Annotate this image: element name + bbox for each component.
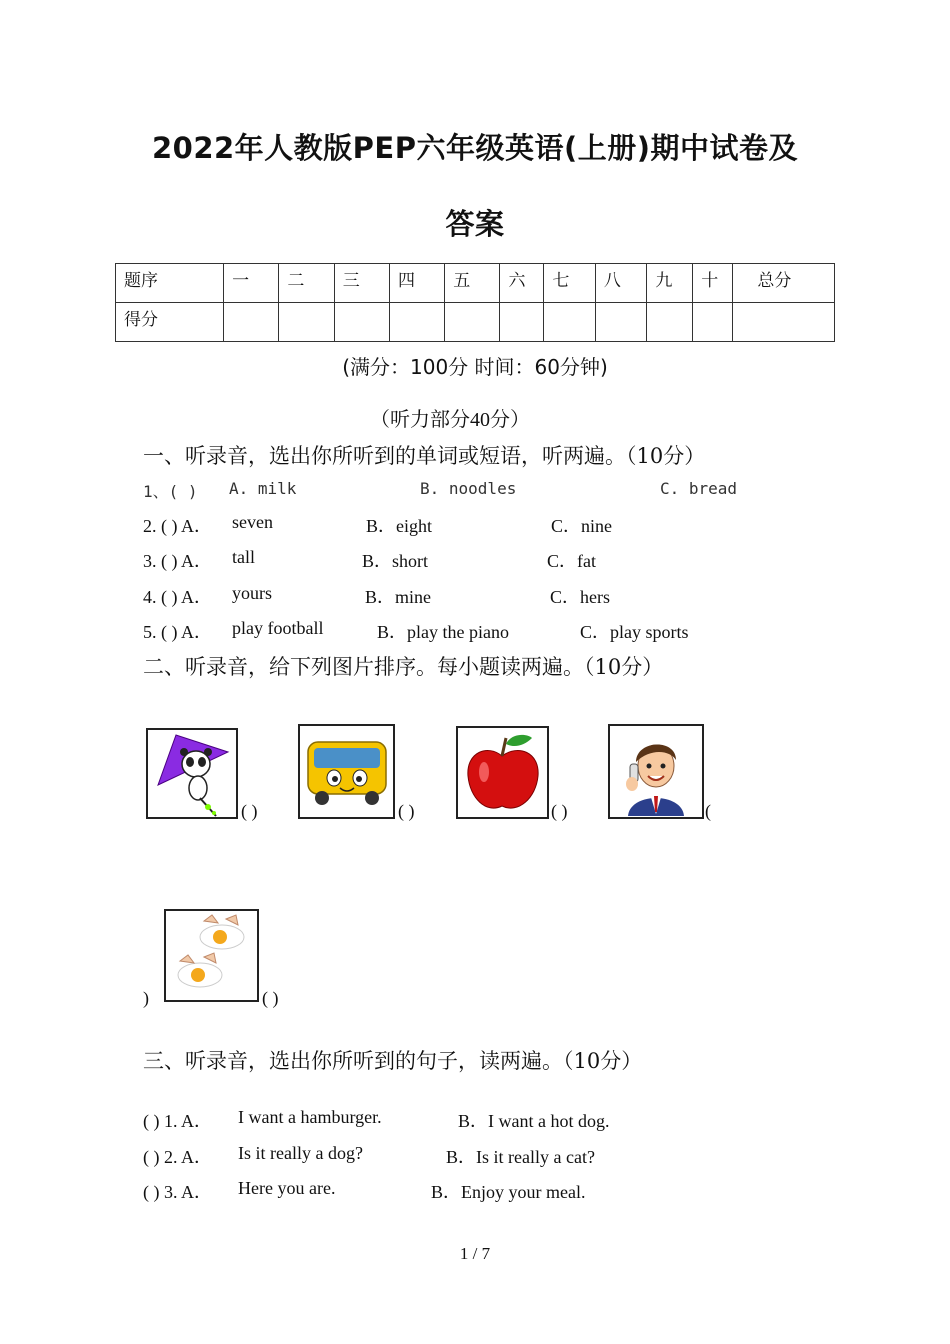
q4-option-c: C．hers [550,587,610,607]
score-input-cell[interactable] [389,303,444,342]
man-on-phone-picture [608,724,704,819]
s3-q3-number: ( ) 3. A． [143,1182,212,1202]
score-table [115,263,835,342]
table-cell: 九 [647,264,693,303]
q1-option-c: C. bread [660,479,738,498]
score-table-score-row [116,303,835,342]
table-cell: 四 [389,264,444,303]
q2-option-b: B．eight [366,516,432,536]
eggs-picture [164,909,259,1002]
pic5-answer-paren[interactable]: ( ) [262,988,279,1008]
q5-number: 5. ( ) A． [143,622,212,642]
q2-option-a: seven [232,512,273,532]
section1-heading: 一、听录音，选出你所听到的单词或短语，听两遍。（10分） [143,444,706,468]
table-cell: 总分 [733,264,835,303]
table-cell: 十 [693,264,733,303]
q3-option-a: tall [232,547,255,567]
pic3-answer-paren[interactable]: ( ) [551,801,568,821]
s3-q3-option-a: Here you are. [238,1178,336,1198]
score-input-cell[interactable] [544,303,596,342]
s3-q2-option-b: B．Is it really a cat? [446,1147,595,1167]
q5-option-b: B．play the piano [377,622,509,642]
q1-option-b: B. noodles [420,479,517,498]
score-input-cell[interactable] [445,303,500,342]
bus-icon [300,726,393,817]
bus-picture [298,724,395,819]
pic4-answer-paren-close: ) [143,988,149,1008]
q4-option-a: yours [232,583,272,603]
q3-option-b: B．short [362,551,429,571]
score-table-header-row [116,264,835,303]
pic1-answer-paren[interactable]: ( ) [241,801,258,821]
s3-q2-number: ( ) 2. A． [143,1147,212,1167]
table-cell: 三 [334,264,389,303]
q4-number: 4. ( ) A． [143,587,212,607]
score-input-cell[interactable] [595,303,647,342]
q1-number: 1、( ) [143,482,198,501]
table-cell: 一 [224,264,279,303]
s3-q1-number: ( ) 1. A． [143,1111,212,1131]
q4-option-b: B．mine [365,587,431,607]
page-number: 1 / 7 [459,1244,491,1263]
s3-q2-option-a: Is it really a dog? [238,1143,363,1163]
apple-icon [458,728,547,817]
table-cell: 八 [595,264,647,303]
s3-q1-option-a: I want a hamburger. [238,1107,382,1127]
q2-number: 2. ( ) A． [143,516,212,536]
eggs-icon [166,911,257,1000]
q3-number: 3. ( ) A． [143,551,212,571]
score-input-cell[interactable] [334,303,389,342]
table-cell: 五 [445,264,500,303]
score-input-cell[interactable] [224,303,279,342]
kite-icon [148,730,236,817]
pic2-answer-paren[interactable]: ( ) [398,801,415,821]
score-input-cell[interactable] [693,303,733,342]
kite-picture [146,728,238,819]
score-input-cell[interactable] [733,303,835,342]
q3-option-c: C．fat [547,551,596,571]
table-cell: 题序 [116,264,224,303]
table-cell: 六 [500,264,544,303]
table-cell: 得分 [116,303,224,342]
q1-option-a: A. milk [229,479,297,498]
q5-option-c: C．play sports [580,622,689,642]
s3-q1-option-b: B．I want a hot dog. [458,1111,610,1131]
score-input-cell[interactable] [647,303,693,342]
apple-picture [456,726,549,819]
page-title-line1: 2022年人教版PEP六年级英语(上册)期中试卷及 [151,131,799,165]
section3-heading: 三、听录音，选出你所听到的句子，读两遍。（10分） [143,1049,643,1073]
section2-heading: 二、听录音，给下列图片排序。每小题读两遍。（10分） [143,655,664,679]
man-on-phone-icon [610,726,702,817]
pic4-answer-paren-open[interactable]: ( [705,801,711,821]
table-cell: 七 [544,264,596,303]
listening-header: （听力部分40分） [370,409,530,431]
q5-option-a: play football [232,618,324,638]
score-input-cell[interactable] [500,303,544,342]
score-input-cell[interactable] [279,303,334,342]
q2-option-c: C．nine [551,516,612,536]
table-cell: 二 [279,264,334,303]
page-title-line2: 答案 [445,207,505,241]
s3-q3-option-b: B．Enjoy your meal. [431,1182,586,1202]
exam-meta: (满分：100分 时间：60分钟) [342,355,608,379]
